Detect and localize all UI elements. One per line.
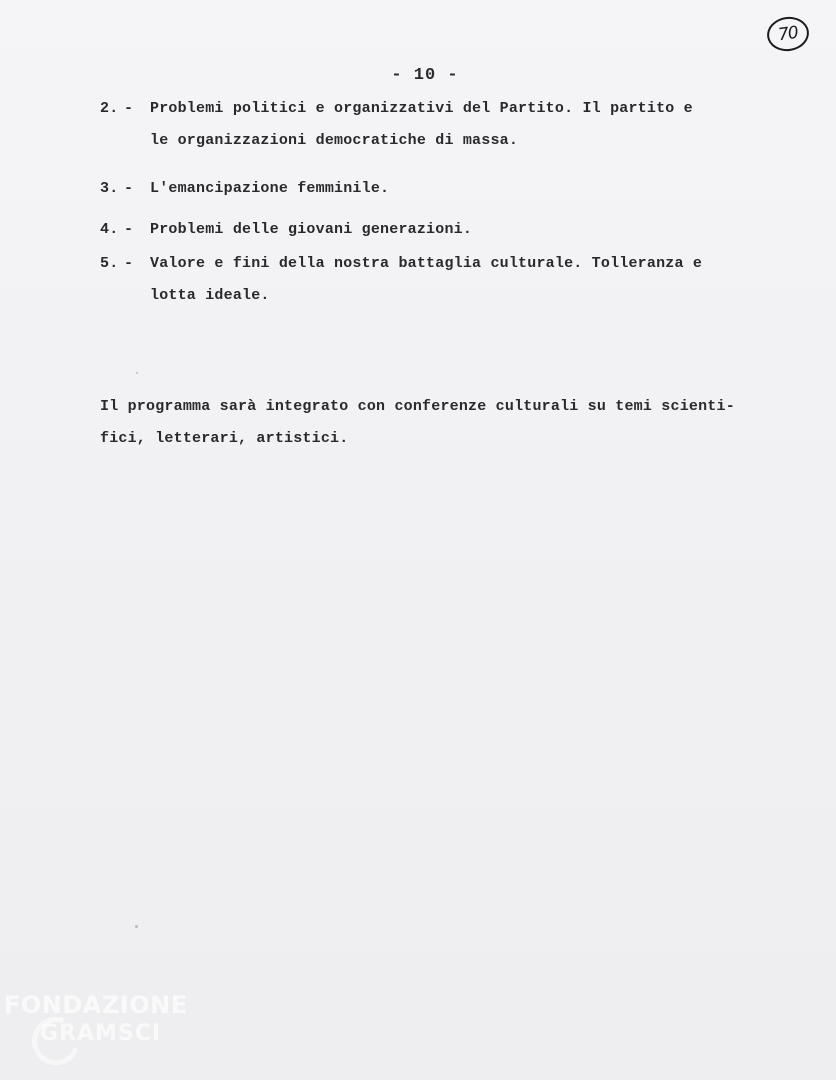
item-number: 2.: [100, 100, 119, 117]
paper-speck: [136, 372, 138, 374]
agenda-item-3: [100, 180, 760, 212]
closing-note-line: fici, letterari, artistici.: [100, 430, 349, 447]
archive-number-stamp: 70: [765, 14, 811, 54]
paper-speck: [135, 925, 138, 928]
agenda-item-2: [100, 100, 760, 164]
watermark-g-logo-icon: [24, 1009, 88, 1073]
item-text: L'emancipazione femminile.: [150, 180, 390, 197]
item-continuation-line: le organizzazioni democratiche di massa.: [150, 132, 519, 149]
item-text: Problemi delle giovani generazioni.: [150, 221, 473, 238]
item-text: Valore e fini della nostra battaglia culturale. Tolleranza e: [150, 255, 703, 272]
agenda-item-4: [100, 221, 760, 253]
item-text: Problemi politici e organizzativi del Partito. Il partito e: [150, 100, 693, 117]
archive-watermark: [4, 987, 214, 1077]
page-number: - 10 -: [391, 66, 459, 85]
item-dash: -: [124, 180, 134, 197]
agenda-item-first-line: [100, 180, 760, 212]
agenda-item-first-line: [100, 100, 760, 132]
watermark-bottom-text: GRAMSCI: [40, 1021, 162, 1046]
closing-note-line: Il programma sarà integrato con conferenze culturali su temi scienti-: [100, 398, 735, 415]
item-number: 4.: [100, 221, 119, 238]
closing-note: [100, 398, 800, 462]
agenda-item-first-line: [100, 255, 760, 287]
item-dash: -: [124, 255, 134, 272]
item-number: 5.: [100, 255, 119, 272]
watermark-top-text: FONDAZIONE: [4, 991, 188, 1019]
agenda-item-first-line: [100, 221, 760, 253]
item-dash: -: [124, 221, 134, 238]
agenda-item-5: [100, 255, 760, 319]
item-continuation-line: lotta ideale.: [150, 287, 270, 304]
item-number: 3.: [100, 180, 119, 197]
item-dash: -: [124, 100, 134, 117]
